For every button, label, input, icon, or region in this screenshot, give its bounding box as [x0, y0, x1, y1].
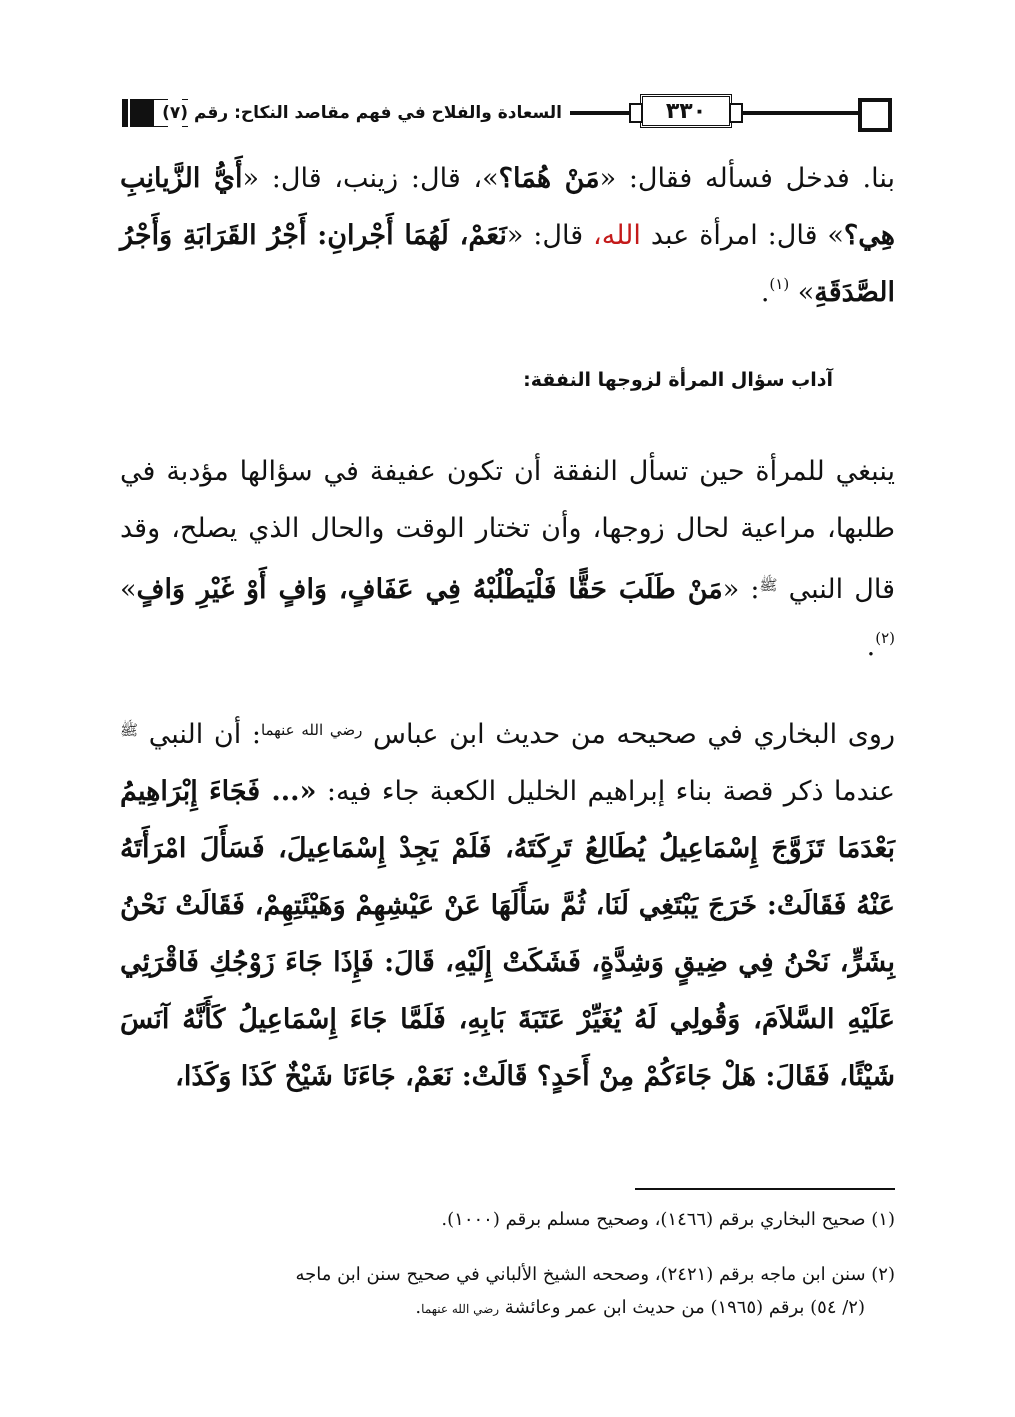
salawat-honorific: ﷺ [120, 721, 139, 739]
footnote-ref[interactable]: (١) [769, 275, 790, 293]
text-run: » [789, 277, 815, 308]
radiya-honorific: رضي الله عنهما [260, 721, 363, 739]
footnote-text: (١) صحيح البخاري برقم (١٤٦٦)، وصحيح مسلم برقم (١٠٠٠). [441, 1209, 895, 1230]
hadith-quote: مَنْ طَلَبَ حَقًّا فَلْيَطْلُبْهُ فِي عَفَافٍ، وَافٍ أَوْ غَيْرِ وَافٍ [136, 574, 723, 605]
text-run: قال: « [506, 220, 594, 251]
paragraph-bukhari-story [120, 702, 895, 1105]
hadith-quote: نَعَمْ، لَهُمَا أَجْرانِ: أَجْرُ القَرَابَةِ وَأَجْرُ الصَّدَقَةِ [120, 220, 895, 308]
paragraph-hadith-zaynab [120, 150, 895, 321]
radiya-honorific: رضي الله عنهما [421, 1302, 500, 1316]
text-run: : أن النبي [138, 719, 261, 750]
text-run: روى البخاري في صحيحه من حديث ابن عباس [362, 719, 895, 750]
text-run: . [866, 631, 876, 662]
section-heading: آداب سؤال المرأة لزوجها النفقة: [523, 369, 833, 391]
footnote-text: (٢) سنن ابن ماجه برقم (٢٤٢١)، وصححه الشيخ الألباني في صحيح سنن ابن ماجه [295, 1264, 895, 1285]
hadith-quote: مَنْ هُمَا؟ [498, 163, 600, 194]
text-run: » [120, 574, 137, 605]
running-title: السعادة والفلاح في فهم مقاصد النكاح: رقم (٧) [154, 100, 570, 126]
text-run: : « [722, 574, 760, 605]
page-number: ٣٣٠ [665, 99, 707, 124]
hadith-quote: أَيُّ الزَّيانِبِ هِي؟ [120, 163, 895, 251]
paragraph-etiquette [120, 443, 895, 675]
footnote-ref[interactable]: (٢) [875, 629, 895, 647]
footnote-separator [635, 1188, 895, 1190]
text-run: عندما ذكر قصة بناء إبراهيم الخليل الكعبة جاء فيه: [326, 776, 896, 807]
text-run: بنا. فدخل فسأله فقال: « [599, 163, 895, 194]
salawat-honorific: ﷺ [759, 576, 778, 594]
footnote-text: . [415, 1297, 422, 1318]
text-run: »، قال: زينب، قال: « [242, 163, 499, 194]
page-number-frame [640, 94, 732, 128]
header-end-bar [122, 99, 128, 127]
text-run: ينبغي للمرأة حين تسأل النفقة أن تكون عفيفة في سؤالها مؤدبة في طلبها، مراعية لحال زوجها، وأن تختار الوقت والحال الذي يصلح، وقد قال النبي [120, 456, 895, 605]
footnote-1 [120, 1203, 895, 1236]
text-run: . [760, 277, 770, 308]
footnote-text: (٢/ ٥٤) برقم (١٩٦٥) من حديث ابن عمر وعائشة [499, 1297, 865, 1318]
footnote-continuation [415, 1297, 895, 1318]
text-run: » قال: امرأة عبد [640, 220, 844, 251]
page-header [122, 96, 892, 130]
divine-name: الله، [593, 220, 641, 251]
hadith-quote: «... فَجَاءَ إِبْرَاهِيمُ بَعْدَمَا تَزَوَّجَ إِسْمَاعِيلُ يُطَالِعُ تَرِكَتَهُ، فَلَمْ يَجِدْ إِسْمَاعِيلَ، فَسَأَلَ امْرَأَتَهُ عَنْهُ فَقَالَتْ: خَرَجَ يَبْتَغِي لَنَا، ثُمَّ سَأَلَهَا عَنْ عَيْشِهِمْ وَهَيْئَتِهِمْ، فَقَالَتْ نَحْنُ بِشَرٍّ، نَحْنُ فِي ضِيقٍ وَشِدَّةٍ، فَشَكَتْ إِلَيْهِ، قَالَ: فَإِذَا جَاءَ زَوْجُكِ فَاقْرَئِي عَلَيْهِ السَّلاَمَ، وَقُولِي لَهُ يُغَيِّرْ عَتَبَةَ بَابِهِ، فَلَمَّا جَاءَ إِسْمَاعِيلُ كَأَنَّهُ آنَسَ شَيْئًا، فَقَالَ: هَلْ جَاءَكُمْ مِنْ أَحَدٍ؟ قَالَتْ: نَعَمْ، جَاءَنَا شَيْخٌ كَذَا وَكَذَا، [120, 776, 895, 1092]
footnote-2 [120, 1258, 895, 1326]
header-square-ornament [858, 98, 892, 132]
